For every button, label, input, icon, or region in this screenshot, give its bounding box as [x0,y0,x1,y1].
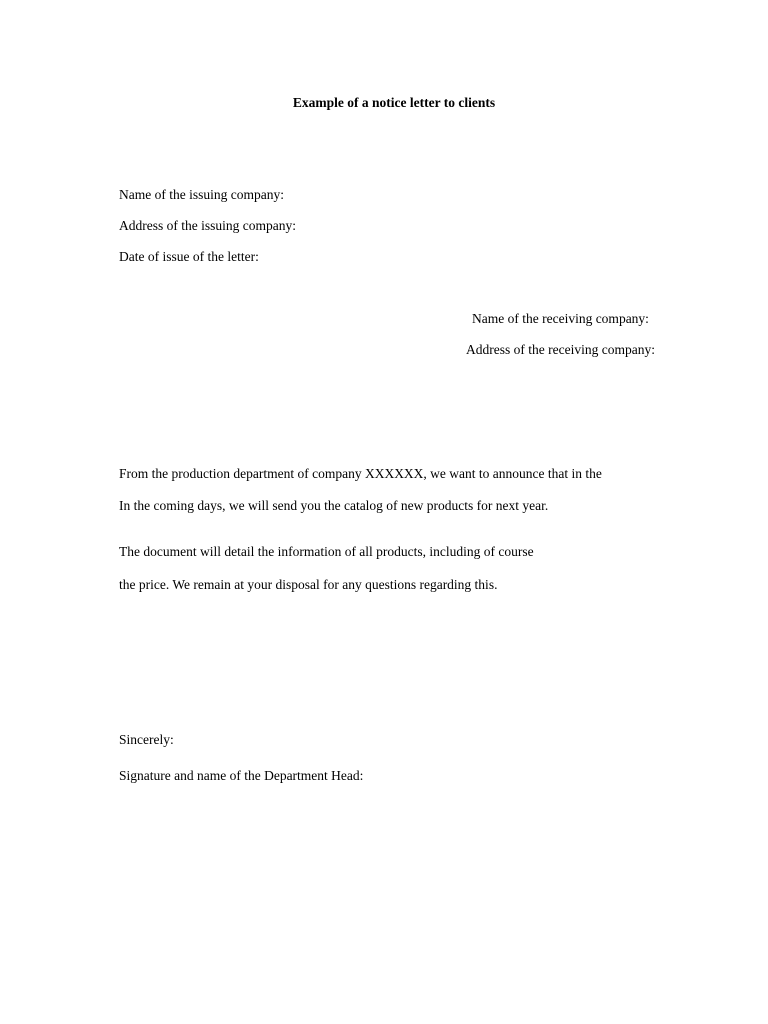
body-paragraph-2-line-1: The document will detail the information of all products, including of course [119,544,534,559]
body-paragraph-2-line-2: the price. We remain at your disposal for any questions regarding this. [119,577,498,592]
closing-salutation: Sincerely: [119,732,174,747]
issue-date-label: Date of issue of the letter: [119,249,259,264]
receiving-company-name-label: Name of the receiving company: [472,311,649,326]
body-paragraph-1-line-2: In the coming days, we will send you the catalog of new products for next year. [119,498,549,513]
document-title: Example of a notice letter to clients [292,95,496,110]
receiving-company-address-label: Address of the receiving company: [466,342,655,357]
signature-label: Signature and name of the Department Head: [119,768,364,783]
issuing-company-name-label: Name of the issuing company: [119,187,284,202]
body-paragraph-1-line-1: From the production department of company XXXXXX, we want to announce that in the [119,466,602,481]
issuing-company-address-label: Address of the issuing company: [119,218,296,233]
